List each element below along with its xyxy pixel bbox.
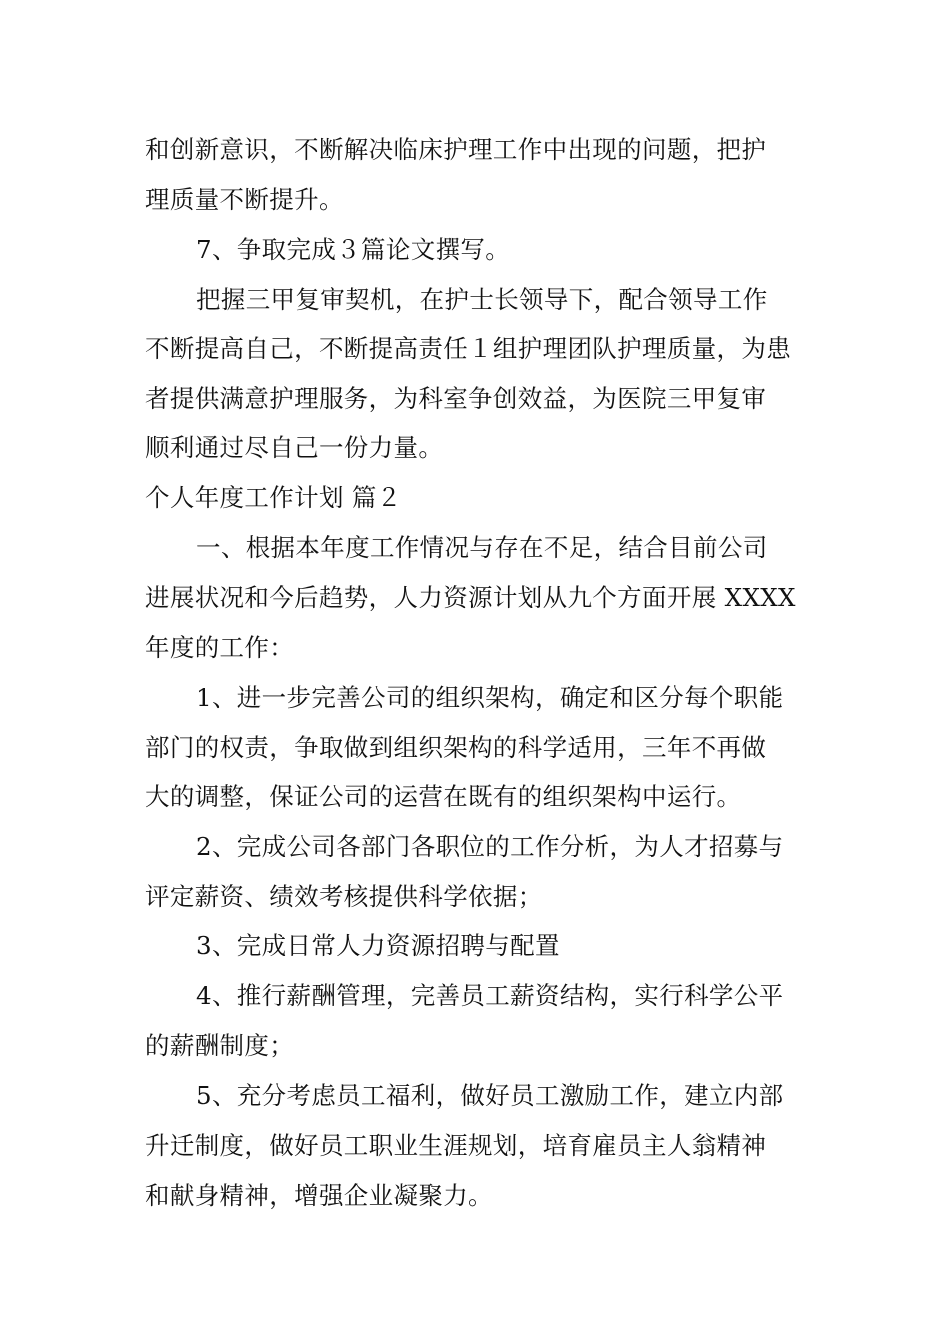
list-item: 5、充分考虑员工福利，做好员工激励工作，建立内部 bbox=[196, 1081, 784, 1110]
paragraph-line: 的薪酬制度； bbox=[145, 1031, 295, 1060]
paragraph-line: 年度的工作： bbox=[145, 633, 295, 662]
list-item: 1、进一步完善公司的组织架构，确定和区分每个职能 bbox=[196, 683, 784, 712]
paragraph-line: 理质量不断提升。 bbox=[145, 185, 344, 214]
list-item: 3、完成日常人力资源招聘与配置 bbox=[196, 931, 560, 960]
paragraph-line: 和献身精神，增强企业凝聚力。 bbox=[145, 1181, 493, 1210]
paragraph-line: 一、根据本年度工作情况与存在不足，结合目前公司 bbox=[196, 533, 768, 562]
list-item: 7、争取完成３篇论文撰写。 bbox=[196, 235, 511, 264]
paragraph-line: 把握三甲复审契机，在护士长领导下，配合领导工作 bbox=[196, 285, 768, 314]
paragraph-line: 和创新意识，不断解决临床护理工作中出现的问题，把护 bbox=[145, 135, 767, 164]
list-item: 2、完成公司各部门各职位的工作分析，为人才招募与 bbox=[196, 832, 784, 861]
paragraph-line: 评定薪资、绩效考核提供科学依据； bbox=[145, 882, 543, 911]
paragraph-line: 进展状况和今后趋势，人力资源计划从九个方面开展 XXXX bbox=[145, 583, 796, 612]
paragraph-line: 升迁制度，做好员工职业生涯规划，培育雇员主人翁精神 bbox=[145, 1131, 767, 1160]
paragraph-line: 顺利通过尽自己一份力量。 bbox=[145, 433, 444, 462]
paragraph-line: 者提供满意护理服务，为科室争创效益，为医院三甲复审 bbox=[145, 384, 767, 413]
section-heading: 个人年度工作计划 篇２ bbox=[145, 483, 402, 512]
paragraph-line: 大的调整，保证公司的运营在既有的组织架构中运行。 bbox=[145, 782, 742, 811]
paragraph-line: 部门的权责，争取做到组织架构的科学适用，三年不再做 bbox=[145, 733, 767, 762]
list-item: 4、推行薪酬管理，完善员工薪资结构，实行科学公平 bbox=[196, 981, 784, 1010]
paragraph-line: 不断提高自己，不断提高责任１组护理团队护理质量，为患 bbox=[145, 334, 792, 363]
